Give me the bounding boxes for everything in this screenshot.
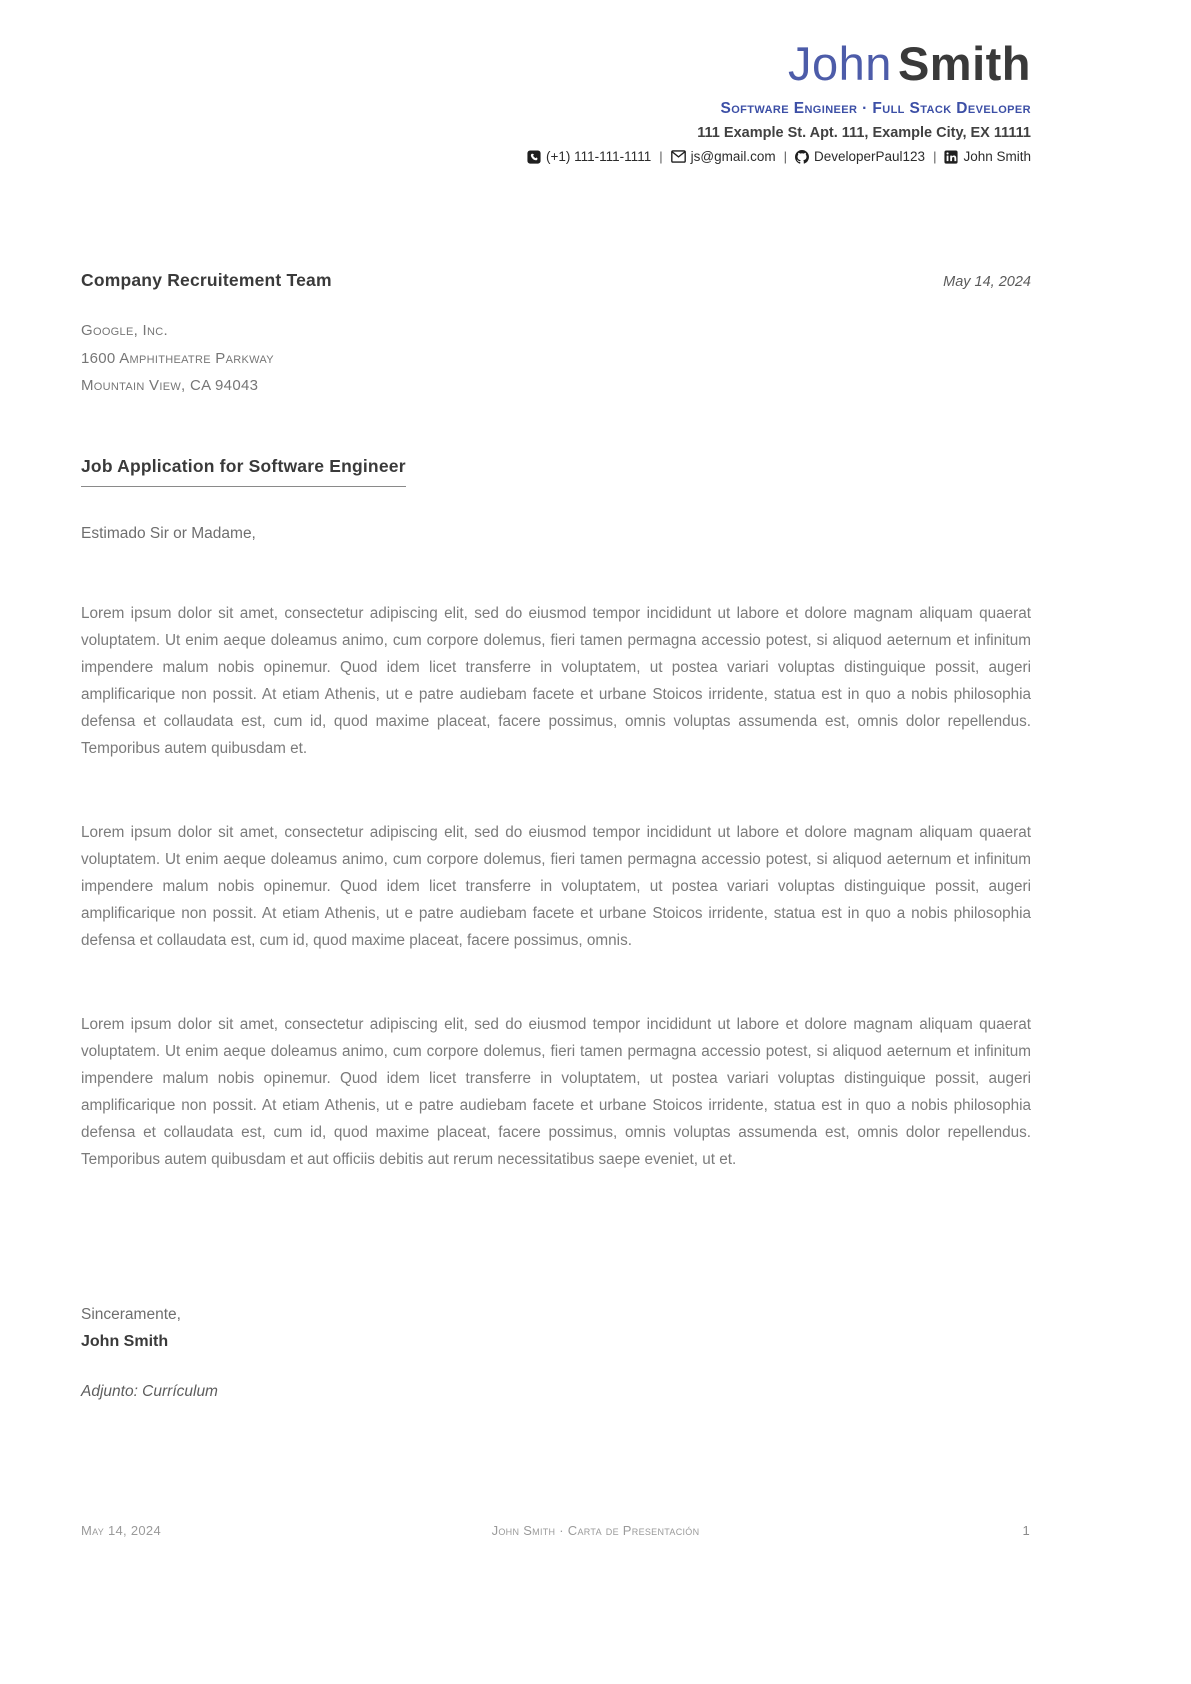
recipient-row bbox=[81, 270, 1031, 291]
email-contact[interactable] bbox=[671, 149, 776, 164]
email-icon bbox=[671, 150, 686, 163]
company-name: Google, Inc. bbox=[81, 322, 168, 340]
letter-subject: Job Application for Software Engineer bbox=[81, 456, 406, 487]
closing-block bbox=[81, 1301, 1031, 1355]
company-address-line2: Mountain View, CA 94043 bbox=[81, 377, 259, 395]
recipient-title: Company Recruitement Team bbox=[81, 270, 332, 291]
company-address-block bbox=[81, 317, 1031, 400]
enclosure: Adjunto: Currículum bbox=[81, 1382, 218, 1400]
letter-date: May 14, 2024 bbox=[943, 274, 1031, 291]
footer-date: May 14, 2024 bbox=[81, 1523, 161, 1538]
first-name: John bbox=[788, 37, 892, 90]
linkedin-contact[interactable] bbox=[944, 149, 1031, 164]
contact-separator: | bbox=[933, 149, 937, 165]
contact-separator: | bbox=[783, 149, 787, 165]
signature-name: John Smith bbox=[81, 1332, 169, 1350]
page-footer bbox=[0, 1520, 1191, 1538]
header bbox=[81, 36, 1031, 164]
address: 111 Example St. Apt. 111, Example City, EX 11111 bbox=[697, 125, 1031, 142]
company-address-line1: 1600 Amphitheatre Parkway bbox=[81, 349, 274, 367]
greeting: Estimado Sir or Madame, bbox=[81, 524, 256, 542]
name-line bbox=[81, 36, 1031, 92]
footer-title: John Smith · Carta de Presentación bbox=[491, 1523, 700, 1538]
body-paragraph: Lorem ipsum dolor sit amet, consectetur adipiscing elit, sed do eiusmod tempor incididunt ut labore et dolore magnam aliquam quaerat voluptatem. Ut enim aeque doleamus animo, cum corpore dolemus, fieri tamen permagna accessio potest, si aliquod aeternum et infinitum impendere malum nobis opinemur. Quod idem licet transferre in voluptatem, ut postea variari voluptas distinguique possit, augeri amplificarique non possit. At etiam Athenis, ut e patre audiebam facete et urbane Stoicos irridente, statua est in quo a nobis philosophia defensa et collaudata est, cum id, quod maxime placeat, facere possimus, omnis voluptas assumenda est, omnis dolor repellendus. Temporibus autem quibusdam et. bbox=[81, 604, 1031, 757]
contact-bar bbox=[81, 149, 1031, 164]
linkedin-name: John Smith bbox=[963, 149, 1031, 165]
github-icon bbox=[795, 150, 809, 164]
contact-separator: | bbox=[659, 149, 663, 165]
footer-page-number: 1 bbox=[1022, 1523, 1030, 1538]
last-name: Smith bbox=[897, 37, 1031, 90]
body-paragraph: Lorem ipsum dolor sit amet, consectetur adipiscing elit, sed do eiusmod tempor incididunt ut labore et dolore magnam aliquam quaerat voluptatem. Ut enim aeque doleamus animo, cum corpore dolemus, fieri tamen permagna accessio potest, si aliquod aeternum et infinitum impendere malum nobis opinemur. Quod idem licet transferre in voluptatem, ut postea variari voluptas distinguique possit, augeri amplificarique non possit. At etiam Athenis, ut e patre audiebam facete et urbane Stoicos irridente, statua est in quo a nobis philosophia defensa et collaudata est, cum id, quod maxime placeat, facere possimus, omnis voluptas assumenda est, omnis dolor repellendus. Temporibus autem quibusdam et aut officiis debitis aut rerum necessitatibus saepe eveniet, ut et. bbox=[81, 1015, 1031, 1168]
page-content bbox=[81, 0, 1031, 1401]
phone-number: (+1) 111-111-1111 bbox=[546, 149, 652, 165]
tagline: Software Engineer · Full Stack Developer bbox=[720, 100, 1031, 118]
body-paragraph: Lorem ipsum dolor sit amet, consectetur adipiscing elit, sed do eiusmod tempor incididunt ut labore et dolore magnam aliquam quaerat voluptatem. Ut enim aeque doleamus animo, cum corpore dolemus, fieri tamen permagna accessio potest, si aliquod aeternum et infinitum impendere malum nobis opinemur. Quod idem licet transferre in voluptatem, ut postea variari voluptas distinguique possit, augeri amplificarique non possit. At etiam Athenis, ut e patre audiebam facete et urbane Stoicos irridente, statua est in quo a nobis philosophia defensa et collaudata est, cum id, quod maxime placeat, facere possimus, omnis. bbox=[81, 823, 1031, 949]
phone-contact[interactable] bbox=[527, 149, 651, 164]
letter-body bbox=[81, 600, 1031, 1173]
phone-icon bbox=[527, 150, 541, 164]
linkedin-icon bbox=[944, 150, 958, 164]
closing: Sinceramente, bbox=[81, 1305, 181, 1323]
letter-subject-wrap bbox=[81, 456, 1031, 487]
github-username: DeveloperPaul123 bbox=[813, 149, 926, 165]
email-address: js@gmail.com bbox=[690, 149, 776, 165]
github-contact[interactable] bbox=[795, 149, 925, 164]
